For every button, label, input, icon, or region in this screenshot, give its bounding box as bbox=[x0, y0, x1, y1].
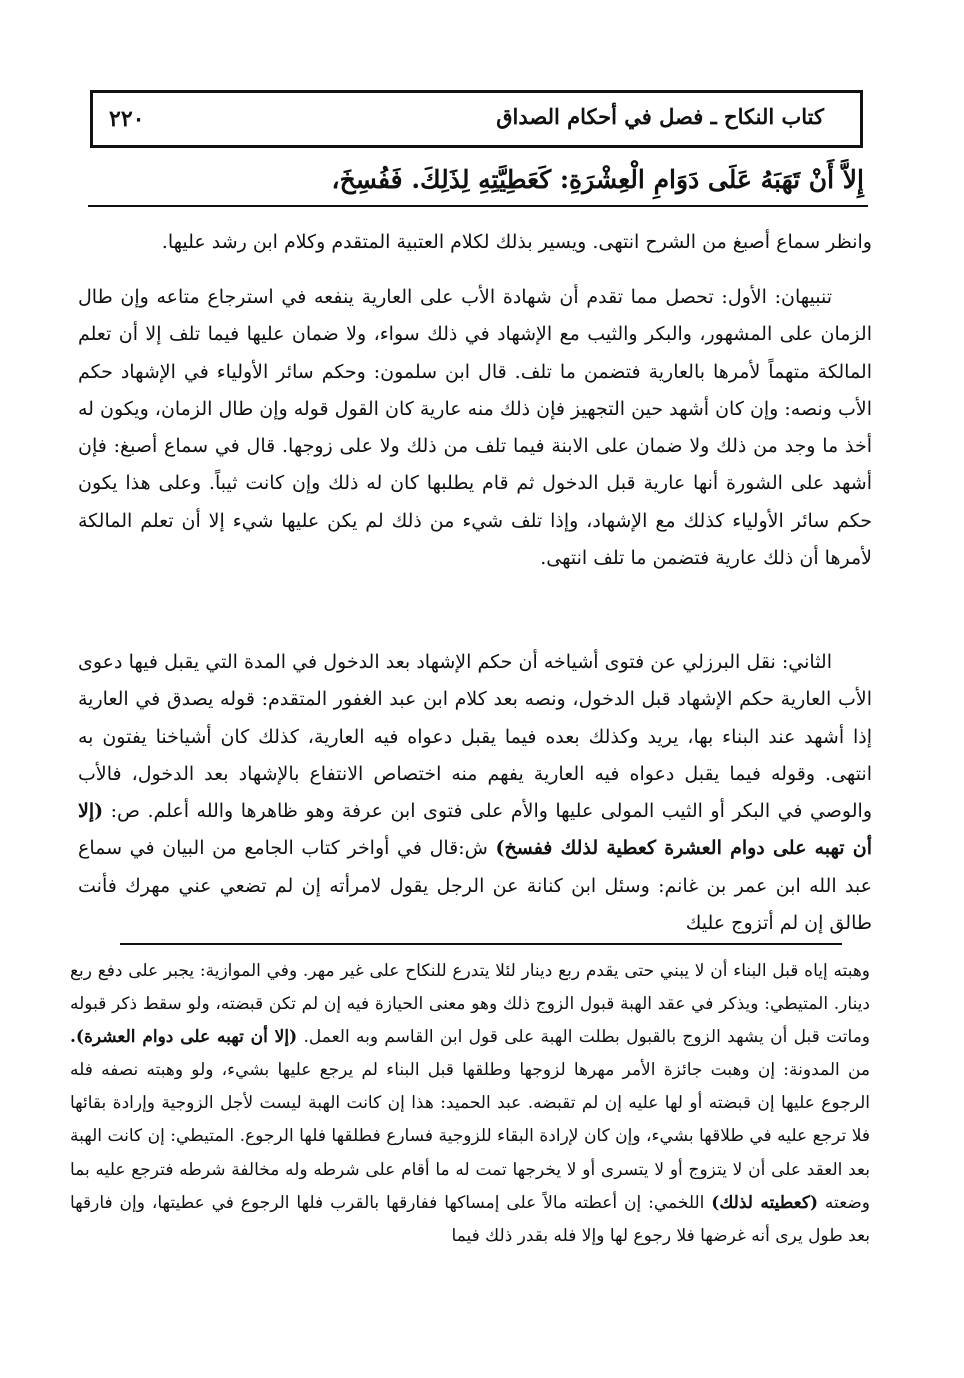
commentary-text: وانظر سماع أصبغ من الشرح انتهى. ويسير بذلك لكلام العتبية المتقدم وكلام ابن رشد عليها. bbox=[161, 231, 872, 253]
footnote-divider bbox=[120, 943, 842, 945]
footnote-after: اللخمي: إن أعطته مالاً على إمساكها ففارقها بالقرب فلها الرجوع في عطيتها، وإن فارقها بعد طول يرى أنه غرضها فلا رجوع لها وإلا فله بقدر ذلك فيما bbox=[70, 1192, 870, 1246]
commentary-text bbox=[78, 644, 872, 942]
commentary-paragraph-3 bbox=[78, 644, 872, 942]
footnote-before: وهبته إياه قبل البناء أن لا يبني حتى يقدم ربع دينار لئلا يتدرع للنكاح على غير مهر. وفي الموازية: يجبر على دفع ربع دينار. المتيطي: ويذكر في عقد الهبة قبول الزوج ذلك وهو معنى الحيازة فيه إن لم تكن قبضته، ولو سقط ذكر قبوله وماتت قبل أن يشهد الزوج بالقبول بطلت الهبة على قول ابن القاسم وبه العمل. bbox=[70, 961, 871, 1048]
footnote-quoted-2: (كعطيته لذلك) bbox=[711, 1192, 819, 1213]
quoted-matn: (إلا أن تهبه على دوام العشرة كعطية لذلك ففسخ) bbox=[78, 800, 872, 860]
page-number: ٢٢٠ bbox=[109, 106, 145, 132]
matn-text: إِلاَّ أَنْ تَهَبَهُ عَلَى دَوَامِ الْعِشْرَةِ: كَعَطِيَّتِهِ لِذَلِكَ. فَفُسِخَ، bbox=[331, 165, 864, 194]
footnote-quoted-1: (إلا أن تهبه على دوام العشرة). bbox=[70, 1027, 298, 1048]
footnote-middle: من المدونة: إن وهبت جائزة الأمر مهرها لزوجها وطلقها قبل البناء لم يرجع عليها بشيء، ولو وهبته نصفه فله الرجوع عليها إن قبضته أو لها عليه إن لم تقبضه. عبد الحميد: هذا إن كانت الهبة ليست لأجل الزوجية وإرادة بقائها فلا ترجع عليه في طلاقها بشيء، وإن كان لإرادة البقاء للزوجية فسارع فطلقها فلها الرجوع. المتيطي: إن كانت الهبة بعد العقد على أن لا يتزوج أو لا يتسرى أو لا يخرجها تمت له ما أقام على شرطه وله مخالفة شرطه فترجع عليه بما وضعته bbox=[70, 1060, 871, 1213]
footnote-section bbox=[70, 955, 870, 1253]
commentary-paragraph-1 bbox=[78, 224, 872, 261]
commentary-text-before: الثاني: نقل البرزلي عن فتوى أشياخه أن حكم الإشهاد بعد الدخول في المدة التي يقبل فيها دعوى الأب العارية حكم الإشهاد قبل الدخول، ونصه بعد كلام ابن عبد الغفور المتقدم: قوله يصدق في العارية إذا أشهد عند البناء بها، يريد وكذلك بعده فيما يقبل دعواه فيه العارية، كذلك كان أشياخنا يفتون به انتهى. وقوله فيما يقبل دعواه فيه العارية يفهم منه اختصاص الانتفاع بالإشهاد بعد الدخول، فالأب والوصي في البكر أو الثيب المولى عليها والأم على فتوى ابن عرفة وهو ظاهرها والله أعلم. ص: bbox=[78, 651, 872, 823]
commentary-paragraph-2 bbox=[78, 279, 872, 577]
running-title: كتاب النكاح ـ فصل في أحكام الصداق bbox=[496, 104, 824, 129]
matn-divider bbox=[88, 205, 868, 207]
commentary-text: تنبيهان: الأول: تحصل مما تقدم أن شهادة الأب على العارية ينفعه في استرجاع متاعه وإن طال الزمان على المشهور، والبكر والثيب مع الإشهاد في ذلك سواء، ولا ضمان عليها فيما تلف إلا أن تعلم المالكة متهماً لأمرها بالعارية فتضمن ما تلف. قال ابن سلمون: وحكم سائر الأولياء في الإشهاد حكم الأب ونصه: وإن كان أشهد حين التجهيز فإن ذلك منه عارية كان القول قوله وإن طال الزمان، ويكون له أخذ ما وجد من ذلك ولا ضمان على الابنة فيما تلف من ذلك ولا على زوجها. قال في سماع أصبغ: فإن أشهد على الشورة أنها عارية قبل الدخول ثم قام يطلبها كان له ذلك وإن كانت ثيباً. وعلى هذا يكون حكم سائر الأولياء كذلك مع الإشهاد، وإذا تلف شيء من ذلك لم يكن عليها شيء إلا أن تعلم المالكة لأمرها أن ذلك عارية فتضمن ما تلف انتهى. bbox=[78, 286, 872, 570]
footnote-text bbox=[70, 955, 870, 1253]
commentary-text-after: ش:قال في أواخر كتاب الجامع من البيان في سماع عبد الله ابن عمر بن غانم: وسئل ابن كنانة عن الرجل يقول لامرأته إن لم تضعي عني مهرك فأنت طالق إن لم أتزوج عليك bbox=[78, 837, 872, 935]
page-header bbox=[90, 90, 863, 148]
